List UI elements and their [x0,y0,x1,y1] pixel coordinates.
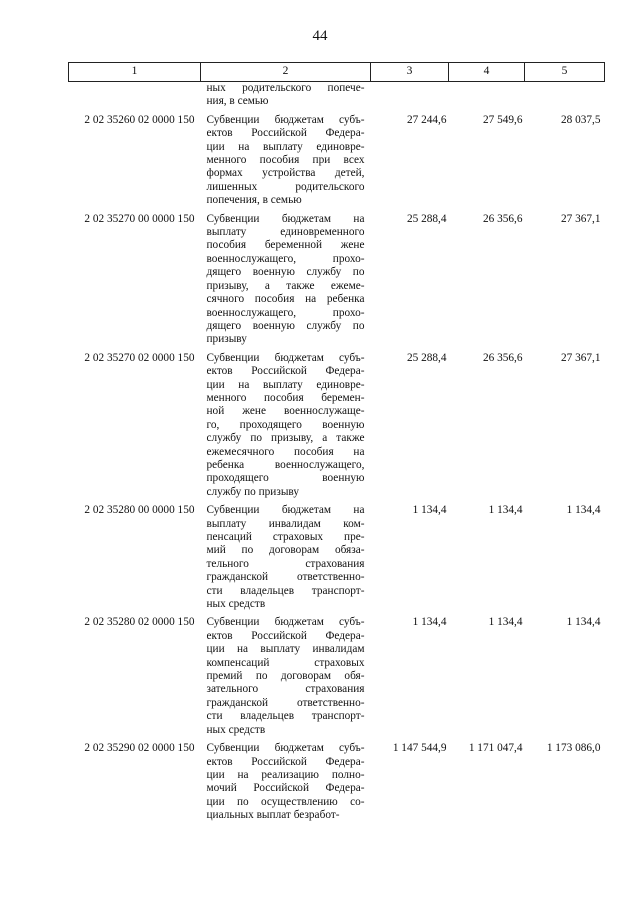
header-col-3: 3 [371,63,449,82]
row-value-1 [371,82,449,114]
name-line: ектов Российской Федера- [206,629,365,642]
name-line: ных средств [206,723,266,736]
row-value-2: 1 171 047,4 [468,742,523,755]
table-row [69,213,605,352]
row-name [201,114,371,213]
name-line: ции на выплату единовре- [206,378,365,391]
name-line: мий по договорам обяза- [206,544,365,557]
name-line: гражданской ответственно- [206,696,365,709]
row-value-3: 27 367,1 [560,212,601,225]
row-value-1: 1 134,4 [412,616,447,629]
name-line: го, проходящего военную [206,418,365,431]
name-line: менного пособия беремен- [206,391,365,404]
name-line: ных родительского попече- [206,82,365,94]
row-code: 2 02 35260 02 0000 150 [84,113,195,126]
row-name [201,742,371,827]
budget-table [68,62,605,828]
name-line: сти владельцев транспорт- [206,584,365,597]
name-line: Субвенции бюджетам на [206,212,365,225]
table-row [69,616,605,742]
row-value-3: 28 037,5 [560,113,601,126]
name-line: ции по осуществлению со- [206,795,365,808]
row-value-1: 25 288,4 [406,351,447,364]
name-line: сячного пособия на ребенка [206,293,365,306]
name-line: ных средств [206,598,266,611]
row-name [201,213,371,352]
row-value-1: 27 244,6 [406,113,447,126]
name-line: сти владельцев транспорт- [206,710,365,723]
header-col-4: 4 [449,63,525,82]
name-line: военнослужащего, прохо- [206,252,365,265]
table-row [69,504,605,616]
row-value-1: 25 288,4 [406,212,447,225]
row-value-3: 1 134,4 [566,504,601,517]
name-line: Субвенции бюджетам субъ- [206,616,365,629]
name-line: ектов Российской Федера- [206,127,365,140]
row-code: 2 02 35290 02 0000 150 [84,742,195,755]
name-line: пособия беременной жене [206,239,365,252]
name-line: ной жене военнослужаще- [206,405,365,418]
name-line: менного пособия при всех [206,154,365,167]
name-line: службу по призыву [206,485,300,498]
name-line: выплату инвалидам ком- [206,517,365,530]
name-line: военнослужащего, прохо- [206,306,365,319]
name-line: ции на реализацию полно- [206,768,365,781]
name-line: выплату единовременного [206,226,365,239]
row-code: 2 02 35280 02 0000 150 [84,616,195,629]
header-col-1: 1 [69,63,201,82]
row-code: 2 02 35270 02 0000 150 [84,351,195,364]
name-line: ции на выплату инвалидам [206,643,365,656]
name-line: пенсаций страховых пре- [206,531,365,543]
name-line: формах устройства детей, [206,167,365,180]
row-name [201,504,371,616]
row-value-2: 26 356,6 [482,212,523,225]
row-name [201,616,371,742]
row-value-3: 27 367,1 [560,351,601,364]
name-line: ежемесячного пособия на [206,445,365,458]
name-line: циальных выплат безработ- [206,809,340,822]
name-line: тельного страхования [206,557,365,570]
name-line: Субвенции бюджетам субъ- [206,113,365,126]
name-line: проходящего военную [206,472,365,485]
row-code: 2 02 35270 00 0000 150 [84,212,195,225]
row-value-1: 1 147 544,9 [392,742,447,755]
name-line: призыву, а также ежеме- [206,279,365,292]
row-value-2: 1 134,4 [488,504,523,517]
name-line: дящего военную службу по [206,266,365,279]
table-row [69,742,605,827]
name-line: Субвенции бюджетам на [206,504,365,517]
name-line: компенсаций страховых [206,656,365,669]
row-value-2: 26 356,6 [482,351,523,364]
name-line: премий по договорам обя- [206,670,365,683]
name-line: службу по призыву, а также [206,432,365,445]
name-line: ектов Российской Федера- [206,365,365,378]
continuation-row [69,82,605,114]
name-line: Субвенции бюджетам субъ- [206,742,365,755]
name-line: дящего военную службу по [206,319,365,332]
header-row [69,63,605,82]
name-line: зательного страхования [206,683,365,696]
table-row [69,352,605,504]
name-line: ции на выплату единовре- [206,140,365,153]
name-line: ектов Российской Федера- [206,755,365,768]
row-value-3: 1 134,4 [566,616,601,629]
table-body [69,82,605,828]
name-line: мочий Российской Федера- [206,782,365,795]
name-line: гражданской ответственно- [206,571,365,584]
row-value-1: 1 134,4 [412,504,447,517]
name-line: ния, в семью [206,95,269,108]
row-value-2: 1 134,4 [488,616,523,629]
row-value-3 [525,82,605,114]
header-col-2: 2 [201,63,371,82]
header-col-5: 5 [525,63,605,82]
name-line: Субвенции бюджетам субъ- [206,351,365,364]
name-line: попечения, в семью [206,194,302,207]
row-value-2: 27 549,6 [482,113,523,126]
name-line: ребенка военнослужащего, [206,458,365,471]
page-number: 44 [312,28,328,44]
row-code [69,82,201,114]
row-name [201,352,371,504]
name-line: призыву [206,333,247,346]
row-value-3: 1 173 086,0 [546,742,601,755]
row-name [201,82,371,114]
row-code: 2 02 35280 00 0000 150 [84,504,195,517]
row-value-2 [449,82,525,114]
name-line: лишенных родительского [206,180,365,193]
table-row [69,114,605,213]
